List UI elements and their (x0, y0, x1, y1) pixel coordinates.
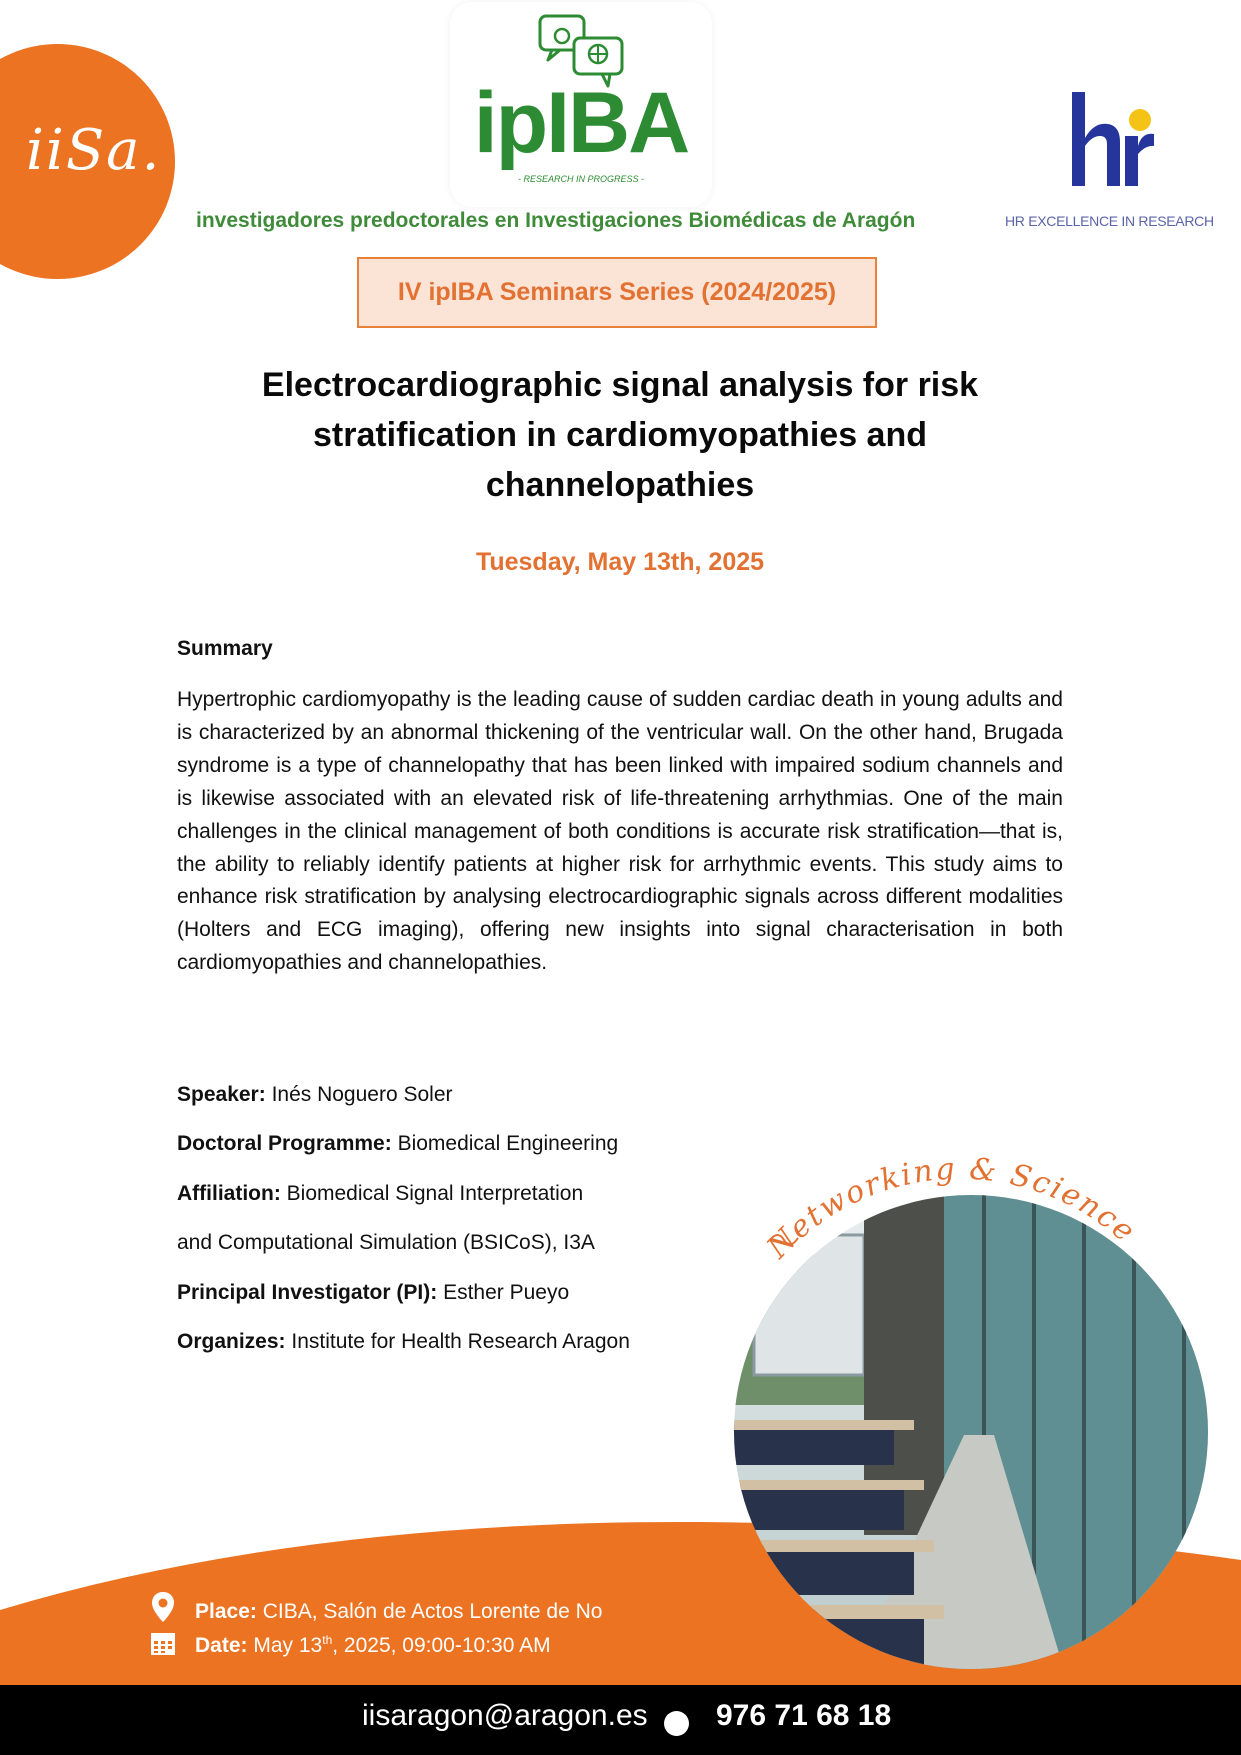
place-line (195, 1600, 602, 1624)
footer-separator-dot (664, 1711, 689, 1736)
speaker-name: Inés Noguero Soler (271, 1083, 453, 1106)
ipiba-tagline: - RESEARCH IN PROGRESS - (517, 174, 645, 184)
date-label: Date: (195, 1634, 248, 1657)
organizes-value: Institute for Health Research Aragon (291, 1330, 630, 1353)
place-label: Place: (195, 1600, 257, 1623)
organizes-line (177, 1330, 630, 1354)
iisa-logo-text: iiSa. (26, 118, 162, 183)
talk-date: Tuesday, May 13th, 2025 (475, 548, 765, 576)
series-title: IV ipIBA Seminars Series (2024/2025) (397, 278, 837, 306)
networking-science-text: Networking & Science (760, 1151, 1143, 1266)
ipiba-subtitle: investigadores predoctorales en Investigaciones Biomédicas de Aragón (196, 209, 916, 232)
calendar-icon (150, 1630, 176, 1656)
pi-label: Principal Investigator (PI): (177, 1281, 438, 1304)
organizes-label: Organizes: (177, 1330, 286, 1353)
programme-value: Biomedical Engineering (397, 1132, 619, 1155)
affiliation-line (177, 1182, 583, 1206)
footer-email[interactable]: iisaragon@aragon.es (362, 1699, 648, 1732)
lecture-hall-photo (734, 1195, 1209, 1670)
summary-body: Hypertrophic cardiomyopathy is the leading cause of sudden cardiac death in young adults and is characterized by an abnormal thickening of the ventricular wall. On the other hand, Brugada syndrome is a type of channelopathy that has been linked with impaired sodium channels and is likewise associated with an elevated risk of life-threatening arrhythmias. One of the main challenges in the clinical management of both conditions is accurate risk stratification—that is, the ability to reliably identify patients at higher risk for arrhythmic events. This study aims to enhance risk stratification by analysing electrocardiographic signals across different modalities (Holters and ECG imaging), offering new insights into signal characterisation in both cardiomyopathies and channelopathies. (177, 688, 1063, 975)
speaker-line (177, 1083, 453, 1107)
series-box (357, 257, 877, 328)
footer-phone[interactable]: 976 71 68 18 (716, 1699, 892, 1732)
location-pin-icon (150, 1591, 176, 1623)
hr-excellence-logo (1070, 90, 1156, 190)
place-value: CIBA, Salón de Actos Lorente de No (262, 1600, 603, 1623)
programme-label: Doctoral Programme: (177, 1132, 392, 1155)
date-line (195, 1633, 551, 1658)
pi-line (177, 1281, 569, 1305)
pi-name: Esther Pueyo (443, 1281, 570, 1304)
programme-line (177, 1132, 618, 1156)
speaker-label: Speaker: (177, 1083, 266, 1106)
date-value: May 13th, 2025, 09:00-10:30 AM (253, 1633, 551, 1657)
affiliation-value-1: Biomedical Signal Interpretation (286, 1182, 584, 1205)
hr-caption: HR EXCELLENCE IN RESEARCH (1005, 213, 1214, 229)
ipiba-logo-text: ipIBA (473, 75, 689, 171)
affiliation-label: Affiliation: (177, 1182, 281, 1205)
summary-heading: Summary (177, 637, 273, 660)
affiliation-line-2: and Computational Simulation (BSICoS), I3A (177, 1231, 595, 1254)
talk-title: Electrocardiographic signal analysis for risk stratification in cardiomyopathies and channelopathies (261, 366, 979, 504)
